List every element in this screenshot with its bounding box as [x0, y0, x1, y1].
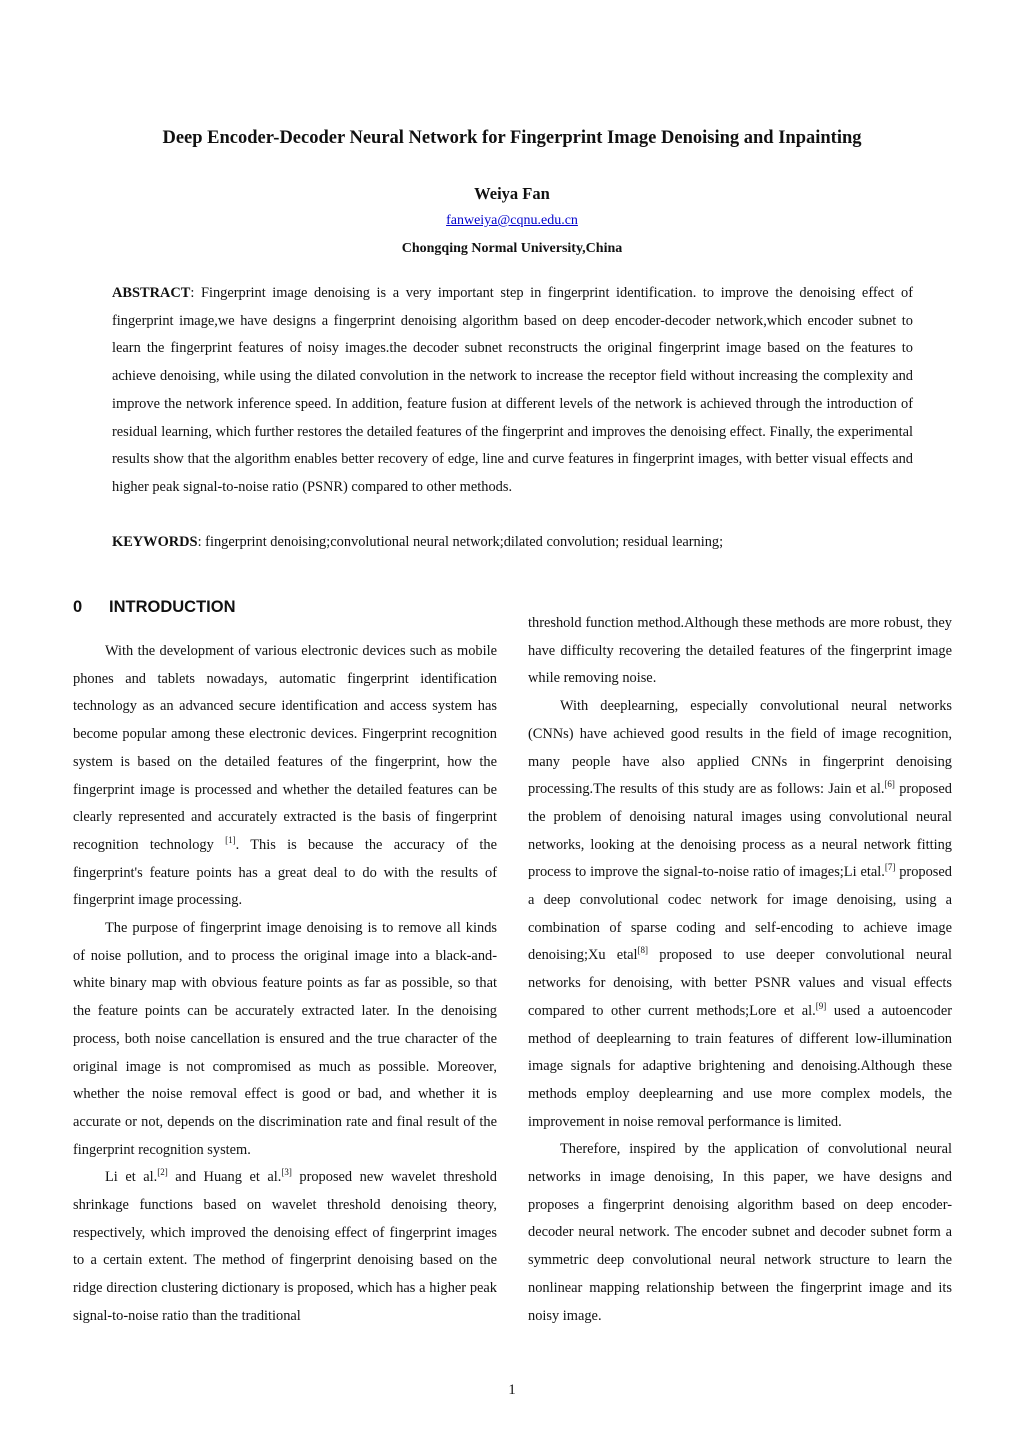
intro-paragraph-3: [73, 1164, 497, 1330]
abstract-label: ABSTRACT: [112, 285, 191, 301]
citation-9: [9]: [815, 1001, 827, 1012]
citation-2: [2]: [157, 1167, 168, 1178]
paragraph-text: proposed to use deeper convolutional neural networks for denoising, with better PSNR values and visual effects compared to other current methods;Lore et al.: [528, 947, 952, 1019]
email-link[interactable]: fanweiya@cqnu.edu.cn: [446, 213, 578, 228]
keywords-label: KEYWORDS: [112, 534, 198, 550]
paragraph-text: With the development of various electronic devices such as mobile phones and tablets nowadays, automatic fingerprint identification technology as an advanced secure identification and access system has become popular among these electronic devices. Fingerprint recognition system is based on the detailed features of the fingerprint, how the fingerprint image is processed and whether the detailed features can be clearly represented and accurately extracted is the basis of fingerprint recognition technology: [73, 643, 497, 853]
abstract: [112, 280, 913, 502]
paragraph-text: used a autoencoder method of deeplearning to train features of different low-illumination image signals for adaptive brightening and denoising.Although these methods employ deeplearning and use more complex models, the improvement in noise removal performance is limited.: [528, 1002, 952, 1130]
paragraph-text: . This is because the accuracy of the fingerprint's feature points has a great deal to do with the results of fingerprint image processing.: [73, 836, 497, 909]
citation-6: [6]: [884, 779, 895, 790]
paragraph-text: and Huang et al.: [167, 1169, 282, 1186]
intro-paragraph-2: The purpose of fingerprint image denoising is to remove all kinds of noise pollution, and to process the original image into a black-and-white binary map with obvious feature points as far as possible, so that the feature points can be accurately extracted later. In the denoising process, both noise cancellation is ensured and the true character of the original image is not compromised as much as possible. Moreover, whether the noise removal effect is good or bad, and whether it is accurate or not, depends on the discrimination rate and final result of the fingerprint recognition system.: [73, 920, 497, 1158]
keywords-text: : fingerprint denoising;convolutional neural network;dilated convolution; residual learning;: [197, 534, 724, 550]
paragraph-text: proposed new wavelet threshold shrinkage functions based on wavelet threshold denoising theory, respectively, which improved the denoising effect of fingerprint images to a certain extent. The method of fingerprint denoising based on the ridge direction clustering dictionary is proposed, which has a higher peak signal-to-noise ratio than the traditional: [73, 1169, 497, 1324]
page-number: 1: [508, 1382, 516, 1398]
intro-paragraph-5: [528, 693, 952, 1136]
affiliation: Chongqing Normal University,China: [401, 241, 623, 256]
right-column: [528, 610, 952, 1330]
left-column: [73, 638, 497, 1331]
keywords: [112, 529, 913, 557]
section-heading: [73, 598, 236, 617]
author-name: Weiya Fan: [474, 184, 550, 203]
citation-7: [7]: [884, 862, 896, 873]
paper-title: Deep Encoder-Decoder Neural Network for Fingerprint Image Denoising and Inpainting: [162, 128, 862, 148]
section-number: 0: [73, 598, 83, 616]
paragraph-text: proposed the problem of denoising natural images using convolutional neural networks, looking at the denoising process as a neural network fitting process to improve the signal-to-noise ratio of images;Li etal.: [528, 781, 952, 881]
citation-8: [8]: [637, 945, 649, 956]
intro-paragraph-6: Therefore, inspired by the application of convolutional neural networks in image denoising, In this paper, we have designs and proposes a fingerprint denoising algorithm based on deep encoder-decoder neural network. The encoder subnet and decoder subnet form a symmetric deep convolutional neural network structure to learn the nonlinear mapping relationship between the fingerprint image and its noisy image.: [528, 1141, 952, 1324]
author-email: [0, 213, 1024, 229]
citation-3: [3]: [281, 1167, 292, 1178]
intro-paragraph-1: [73, 638, 497, 915]
abstract-text: : Fingerprint image denoising is a very important step in fingerprint identification. to improve the denoising effect of fingerprint image,we have designs a fingerprint denoising algorithm based on deep encoder-decoder network,which encoder subnet to learn the fingerprint features of noisy images.the decoder subnet reconstructs the original fingerprint image based on the features to achieve denoising, while using the dilated convolution in the network to increase the receptor field without increasing the complexity and improve the network inference speed. In addition, feature fusion at different levels of the network is achieved through the introduction of residual learning, which further restores the detailed features of the fingerprint and improves the denoising effect. Finally, the experimental results show that the algorithm enables better recovery of edge, line and curve features in fingerprint images, with better visual effects and higher peak signal-to-noise ratio (PSNR) compared to other methods.: [112, 285, 913, 495]
intro-paragraph-4: threshold function method.Although these methods are more robust, they have difficulty recovering the detailed features of the fingerprint image while removing noise.: [528, 615, 952, 687]
paragraph-text: With deeplearning, especially convolutional neural networks (CNNs) have achieved good results in the field of image recognition, many people have also applied CNNs in fingerprint denoising processing.The results of this study are as follows: Jain et al.: [528, 698, 952, 798]
paragraph-text: proposed a deep convolutional codec network for image denoising, using a combination of sparse coding and self-encoding to achieve image denoising;Xu etal: [528, 864, 952, 964]
paragraph-text: Li et al.: [105, 1169, 158, 1186]
section-title: INTRODUCTION: [109, 598, 236, 616]
citation-1: [1]: [225, 835, 236, 846]
